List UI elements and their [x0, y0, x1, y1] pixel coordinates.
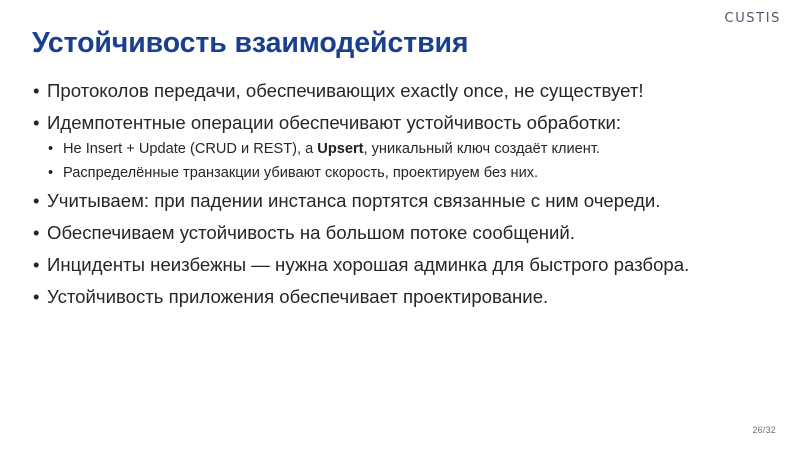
bullet-text: Протоколов передачи, обеспечивающих exactly once, не существует! — [47, 80, 644, 101]
upsert-emphasis: Upsert — [317, 141, 364, 157]
custis-logo: CUSTIS — [724, 11, 781, 26]
sub-bullet-text: Распределённые транзакции убивают скорость, проектируем без них. — [63, 165, 539, 181]
bullet-marker: • — [33, 80, 40, 101]
bullet-marker: • — [33, 286, 40, 307]
bullet-item — [33, 251, 773, 279]
sub-bullet-marker: • — [48, 165, 54, 181]
bullet-text: Учитываем: при падении инстанса портятся связанные с ним очереди. — [47, 190, 661, 211]
bullet-text: Инциденты неизбежны — нужна хорошая админка для быстрого разбора. — [47, 254, 690, 275]
bullet-text: Обеспечиваем устойчивость на большом потоке сообщений. — [47, 222, 575, 243]
sub-bullet-list — [47, 137, 773, 185]
bullet-text: Устойчивость приложения обеспечивает проектирование. — [47, 286, 549, 307]
bullet-marker: • — [33, 112, 40, 133]
bullet-item — [33, 219, 773, 247]
bullet-text: Идемпотентные операции обеспечивают устойчивость обработки: — [47, 112, 622, 133]
bullet-marker: • — [33, 190, 40, 211]
bullet-item — [33, 109, 773, 185]
sub-bullet-text-before: Не Insert + Update (CRUD и REST), а — [63, 141, 318, 157]
bullet-list — [33, 77, 773, 311]
bullet-item — [33, 77, 773, 105]
slide-title: Устойчивость взаимодействия — [32, 27, 469, 59]
sub-bullet-item — [48, 161, 773, 185]
page-number: 26/32 — [752, 425, 776, 435]
sub-bullet-item — [48, 137, 773, 161]
sub-bullet-marker: • — [48, 141, 54, 157]
bullet-marker: • — [33, 222, 40, 243]
bullet-item — [33, 283, 773, 311]
bullet-item — [33, 187, 773, 215]
bullet-marker: • — [33, 254, 40, 275]
sub-bullet-text-after: , уникальный ключ создаёт клиент. — [363, 141, 600, 157]
